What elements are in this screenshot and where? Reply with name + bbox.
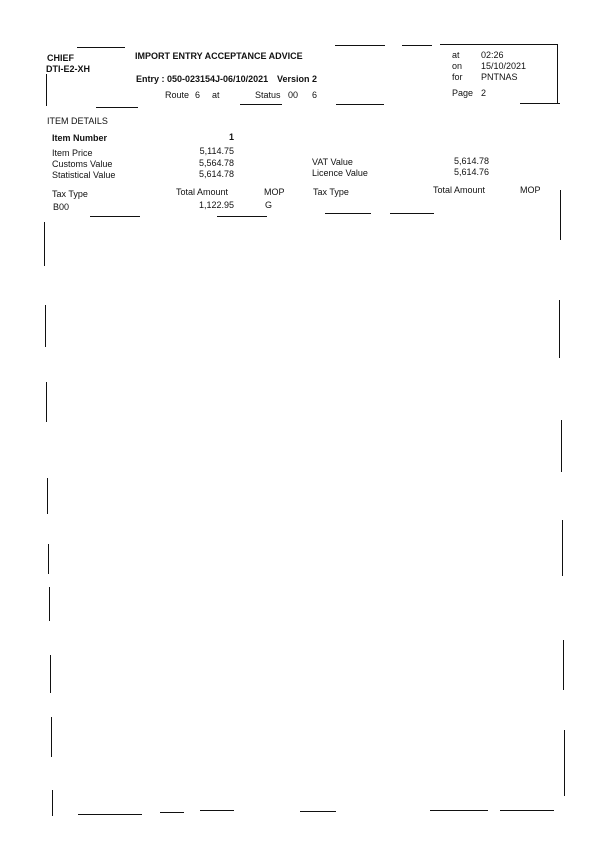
statistical-value-value: 5,614.78	[198, 169, 234, 179]
status-label: Status	[255, 90, 281, 100]
rule-line	[390, 213, 434, 214]
rule-line	[520, 103, 560, 104]
customs-value-label: Customs Value	[52, 159, 113, 169]
margin-bar	[50, 655, 51, 693]
tax-row-mop: G	[265, 200, 273, 210]
rule-line	[96, 107, 138, 108]
margin-bar	[46, 382, 47, 422]
route-value: 6	[195, 90, 201, 100]
item-price-label: Item Price	[52, 148, 93, 158]
rule-line	[46, 74, 47, 106]
rule-line	[430, 810, 488, 811]
rule-line	[336, 104, 384, 105]
vat-value-value: 5,614.78	[453, 156, 489, 166]
system-name: CHIEF	[47, 53, 74, 63]
entry-reference: Entry : 050-023154J-06/10/2021	[136, 74, 269, 84]
for-value: PNTNAS	[481, 72, 518, 82]
tax-row-amount: 1,122.95	[198, 200, 234, 210]
rule-line	[300, 811, 336, 812]
route-label: Route	[165, 90, 190, 100]
date-value: 15/10/2021	[481, 61, 527, 71]
station-code: DTI-E2-XH	[46, 64, 91, 74]
tax-type-header: Tax Type	[52, 189, 88, 199]
margin-bar	[564, 730, 565, 796]
entry-version: Version 2	[277, 74, 318, 84]
mop-header: MOP	[264, 187, 285, 197]
margin-bar	[563, 640, 564, 690]
margin-bar	[48, 544, 49, 574]
margin-bar	[51, 717, 52, 757]
rule-line	[402, 45, 432, 46]
rule-line	[77, 47, 125, 48]
rule-line	[217, 216, 267, 217]
rule-line	[78, 814, 142, 815]
item-number-value: 1	[228, 132, 234, 142]
margin-bar	[559, 300, 560, 358]
item-price-value: 5,114.75	[199, 146, 234, 156]
for-label: for	[452, 72, 463, 82]
date-label: on	[452, 61, 463, 71]
margin-bar	[47, 478, 48, 514]
licence-value-value: 5,614.76	[453, 167, 489, 177]
status-code: 00	[288, 90, 299, 100]
margin-bar	[49, 587, 50, 621]
customs-value-value: 5,564.78	[198, 158, 234, 168]
page-label: Page	[452, 88, 474, 98]
licence-value-label: Licence Value	[312, 168, 368, 178]
margin-bar	[562, 520, 563, 576]
margin-bar	[561, 420, 562, 472]
time-label: at	[452, 50, 460, 60]
margin-bar	[44, 222, 45, 266]
margin-bar	[52, 790, 53, 816]
rule-line	[500, 810, 554, 811]
time-value: 02:26	[481, 50, 504, 60]
statistical-value-label: Statistical Value	[52, 170, 116, 180]
total-amount-header-right: Total Amount	[433, 185, 486, 195]
rule-line	[240, 104, 282, 105]
tax-type-header-right: Tax Type	[313, 187, 349, 197]
rule-line	[440, 44, 558, 45]
section-title: ITEM DETAILS	[47, 116, 108, 126]
rule-line	[160, 812, 184, 813]
page-number: 2	[481, 88, 487, 98]
item-number-label: Item Number	[52, 133, 108, 143]
document-title: IMPORT ENTRY ACCEPTANCE ADVICE	[135, 51, 303, 61]
rule-line	[200, 810, 234, 811]
rule-line	[557, 44, 558, 104]
rule-line	[90, 216, 140, 217]
vat-value-label: VAT Value	[312, 157, 353, 167]
rule-line	[325, 213, 371, 214]
route-at-label: at	[212, 90, 220, 100]
mop-header-right: MOP	[520, 185, 541, 195]
status-value: 6	[312, 90, 318, 100]
margin-bar	[45, 305, 46, 347]
total-amount-header: Total Amount	[176, 187, 229, 197]
rule-line	[560, 190, 561, 240]
tax-row-type: B00	[53, 202, 70, 212]
rule-line	[335, 45, 385, 46]
